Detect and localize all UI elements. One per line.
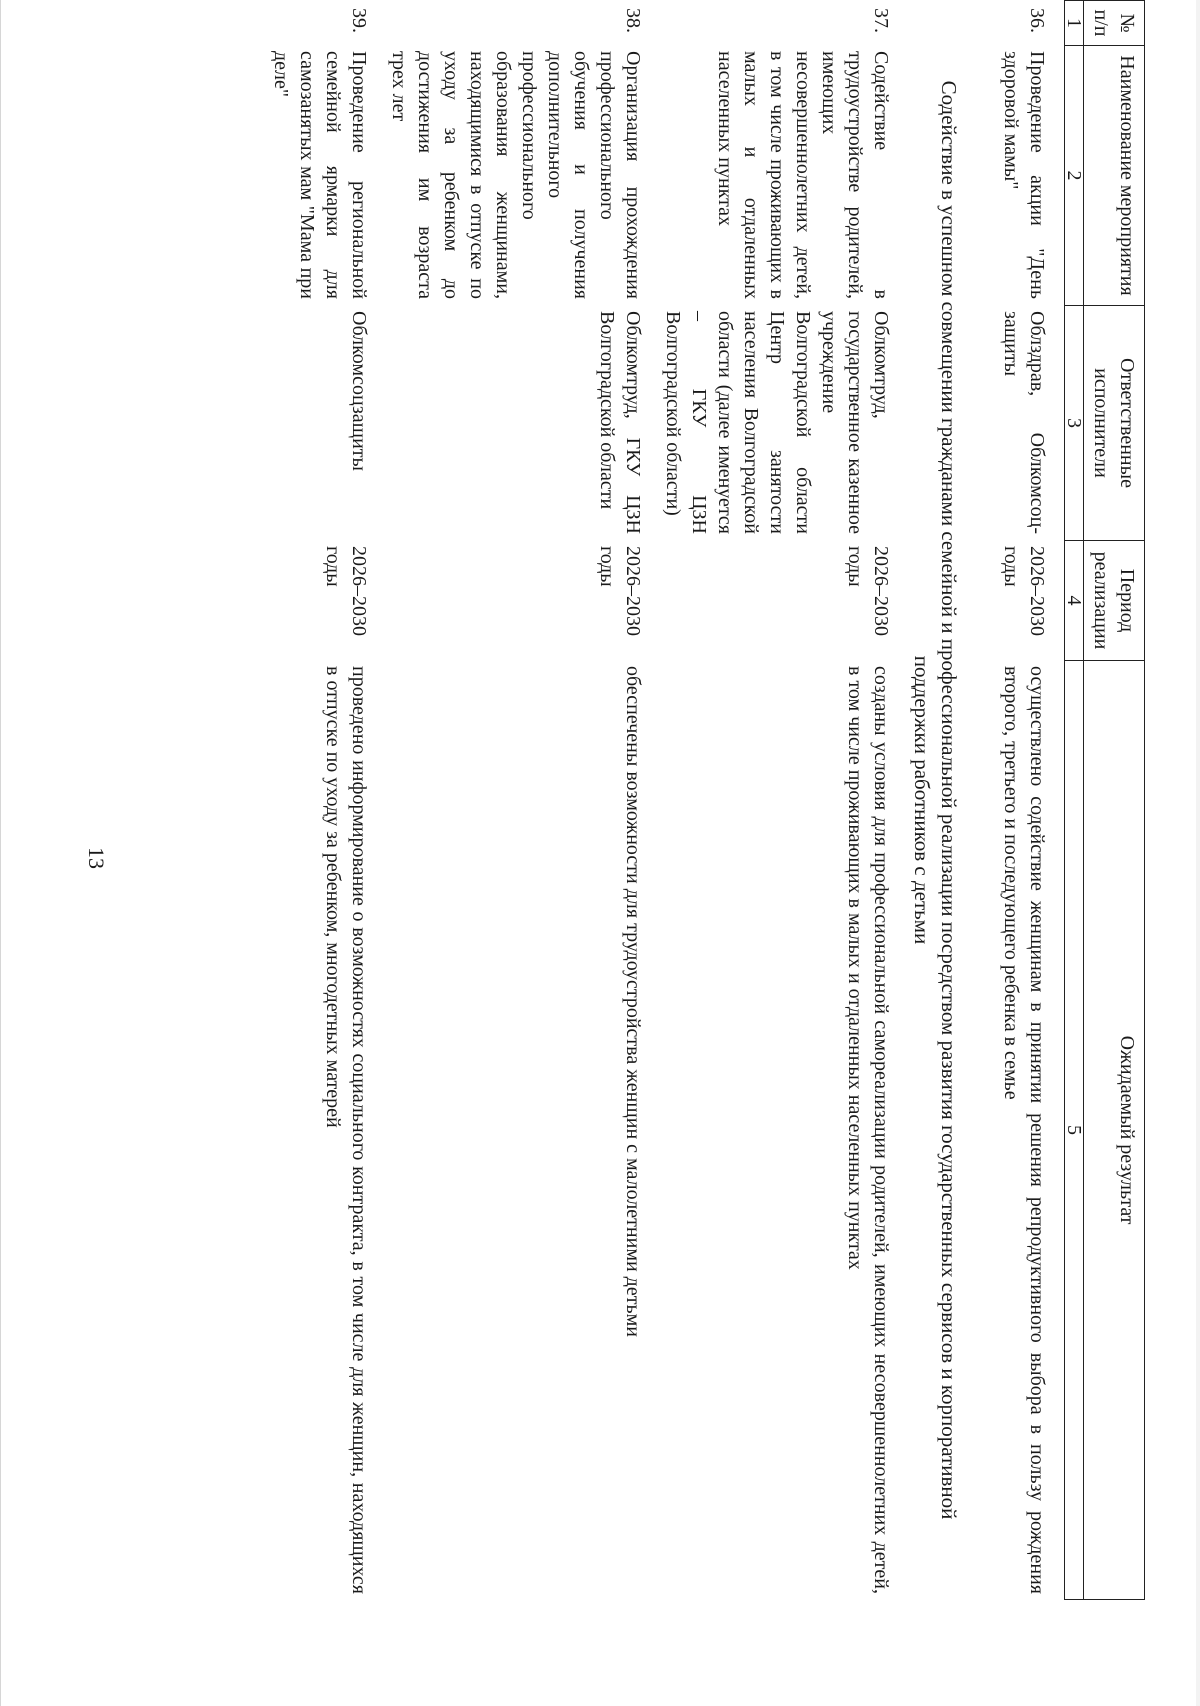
row-period: 2026–2030 годы <box>1000 546 1048 636</box>
section-heading: Содействие в успешном совмещении гражданами семейной и профессиональной реализации посредством развития государственных сервисов и корпоративной поддержки работников с детьми <box>910 80 961 1520</box>
header-name: Наименование мероприятия <box>1084 45 1145 305</box>
row-period: 2026–2030 годы <box>596 546 644 636</box>
row-result: осуществлено содействие женщинам в принятии решения репродуктивного выбора в пользу рождения второго, третьего и последующего ребенка в семье <box>1000 666 1048 1594</box>
scan-margin-line <box>1196 0 1200 1706</box>
column-number: 4 <box>1064 540 1084 660</box>
table-row <box>386 0 646 1600</box>
column-number: 3 <box>1064 305 1084 540</box>
column-number: 2 <box>1064 45 1084 305</box>
header-num: № п/п <box>1084 0 1145 45</box>
column-number-row <box>1064 0 1084 1600</box>
page-number: 13 <box>84 847 109 869</box>
header-result: Ожидаемый результат <box>1084 660 1145 1600</box>
row-name: Проведение региональной семейной ярмарки для самозанятых мам "Мама при деле" <box>270 51 370 299</box>
row-executors: Облкомтруд, ГКУ ЦЗН Волгоградской области <box>596 311 644 534</box>
row-executors: Облздрав, Облкомсоц-защиты <box>1000 311 1048 534</box>
header-executors: Ответственные исполнители <box>1084 305 1145 540</box>
row-name: Содействие в трудоустройстве родителей, имеющих несовершеннолетних детей, в том числе проживающих в малых и отдаленных населенных пунктах <box>714 51 892 299</box>
row-number: 37. <box>870 8 892 33</box>
table-header-row <box>1084 0 1145 1600</box>
row-executors: Облкомсоцзащиты <box>348 311 370 471</box>
header-period: Период реализации <box>1084 540 1145 660</box>
row-period: 2026–2030 годы <box>844 546 892 636</box>
row-period: 2026–2030 годы <box>322 546 370 636</box>
row-result: обеспечены возможности для трудоустройства женщин с малолетними детьми <box>622 666 644 1337</box>
row-number: 38. <box>622 8 644 33</box>
table-row <box>660 0 894 1600</box>
row-name: Проведение акции "День здоровой мамы" <box>1000 51 1048 299</box>
row-result: проведено информирование о возможностях социального контракта, в том числе для женщин, находящихся в отпуске по уходу за ребенком, многодетных матерей <box>322 666 370 1594</box>
row-result: созданы условия для профессиональной самореализации родителей, имеющих несовершеннолетних детей, в том числе проживающих в малых и отдаленных населенных пунктах <box>844 666 892 1594</box>
row-executors: Облкомтруд, государственное казенное учреждение Волгоградской области Центр занятости населения Волгоградской области (далее именуется – ГКУ ЦЗН Волгоградской области) <box>662 311 892 534</box>
column-number: 5 <box>1064 660 1084 1600</box>
row-number: 39. <box>348 8 370 33</box>
table-row <box>268 0 372 1600</box>
rotated-content <box>165 0 1145 1600</box>
table-row <box>998 0 1050 1600</box>
row-number: 36. <box>1026 8 1048 33</box>
row-name: Организация прохождения профессионального обучения и получения дополнительного профессионального образования женщинами, находящимися в отпуске по уходу за ребенком до достижения им возраста трех лет <box>388 51 644 299</box>
column-number: 1 <box>1064 0 1084 45</box>
